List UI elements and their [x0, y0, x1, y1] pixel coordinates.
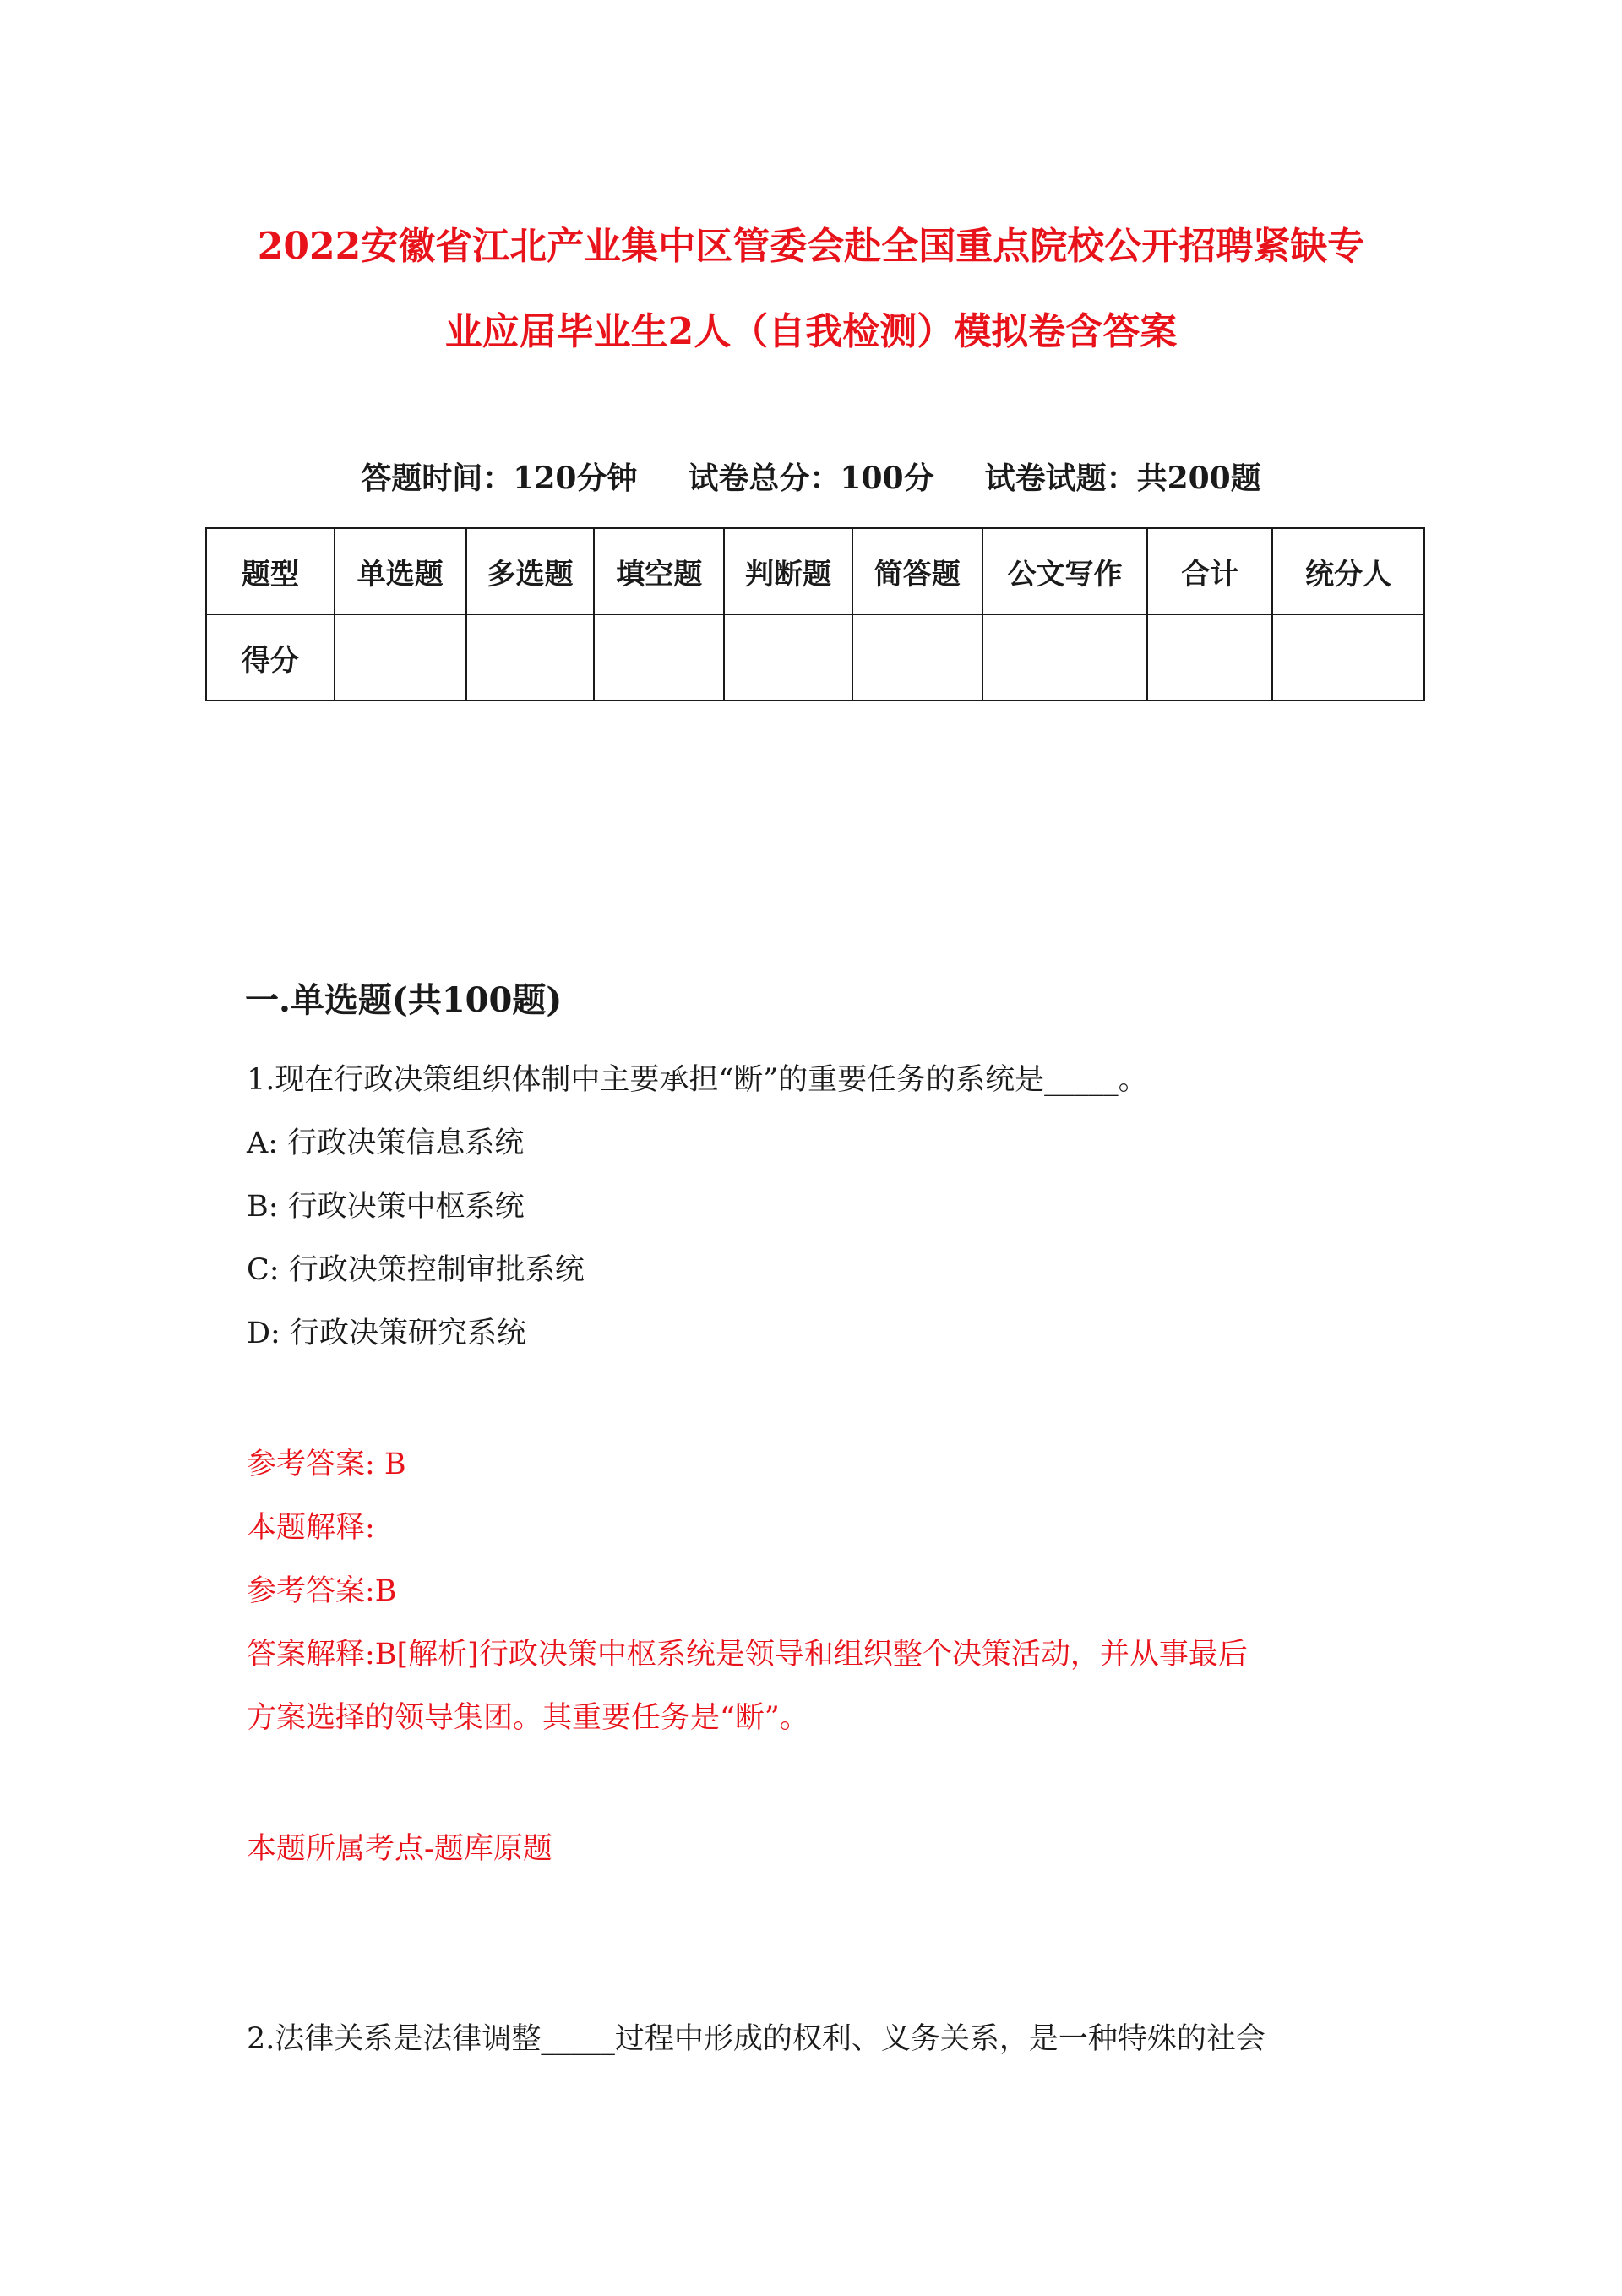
exam-total-score: 试卷总分：100分	[688, 461, 934, 496]
question-1-text: 1.现在行政决策组织体制中主要承担“断”的重要任务的系统是_____。	[247, 1063, 1148, 1097]
question-1-option-d: D: 行政决策研究系统	[247, 1317, 526, 1350]
score-table-header-cell: 单选题	[335, 528, 466, 614]
question-1-explanation-line-2: 方案选择的领导集团。其重要任务是“断”。	[247, 1701, 809, 1735]
score-table-empty-cell	[466, 614, 595, 701]
score-table-empty-cell	[594, 614, 724, 701]
score-table-score-row	[206, 614, 1424, 701]
question-2-text: 2.法律关系是法律调整_____过程中形成的权利、义务关系，是一种特殊的社会	[247, 2022, 1265, 2056]
document-title-line-1: 2022安徽省江北产业集中区管委会赴全国重点院校公开招聘紧缺专	[257, 225, 1365, 268]
score-table-empty-cell	[1272, 614, 1424, 701]
score-table-header-cell: 多选题	[466, 528, 595, 614]
score-table-header-cell: 题型	[206, 528, 335, 614]
score-table-empty-cell	[724, 614, 852, 701]
question-1-option-a: A: 行政决策信息系统	[247, 1126, 525, 1160]
question-1-option-c: C: 行政决策控制审批系统	[247, 1253, 585, 1287]
score-table-empty-cell	[335, 614, 466, 701]
score-table-header-cell: 公文写作	[982, 528, 1148, 614]
score-table	[205, 527, 1425, 701]
score-table-header-cell: 统分人	[1272, 528, 1424, 614]
question-1-answer-reference: 参考答案: B	[247, 1448, 406, 1481]
score-table-empty-cell	[852, 614, 982, 701]
question-1-knowledge-point: 本题所属考点-题库原题	[247, 1832, 552, 1866]
question-1-answer-reference-2: 参考答案:B	[247, 1574, 397, 1608]
exam-total-questions: 试卷试题：共200题	[984, 461, 1261, 496]
question-1-explanation-line-1: 答案解释:B[解析]行政决策中枢系统是领导和组织整个决策活动，并从事最后	[247, 1638, 1248, 1672]
exam-meta-row	[0, 455, 1622, 498]
score-table-header-cell: 简答题	[852, 528, 982, 614]
exam-time: 答题时间：120分钟	[361, 461, 638, 496]
section-heading: 一.单选题(共100题)	[245, 980, 563, 1020]
score-table-header-cell: 判断题	[724, 528, 852, 614]
score-table-empty-cell	[982, 614, 1148, 701]
score-table-row-label: 得分	[206, 614, 335, 701]
question-1-explanation-label: 本题解释:	[247, 1511, 375, 1545]
score-table-header-cell: 合计	[1147, 528, 1272, 614]
score-table-header-row	[206, 528, 1424, 614]
document-title-line-2: 业应届毕业生2人（自我检测）模拟卷含答案	[444, 310, 1178, 353]
score-table-empty-cell	[1147, 614, 1272, 701]
question-1-option-b: B: 行政决策中枢系统	[247, 1190, 525, 1224]
score-table-header-cell: 填空题	[594, 528, 724, 614]
